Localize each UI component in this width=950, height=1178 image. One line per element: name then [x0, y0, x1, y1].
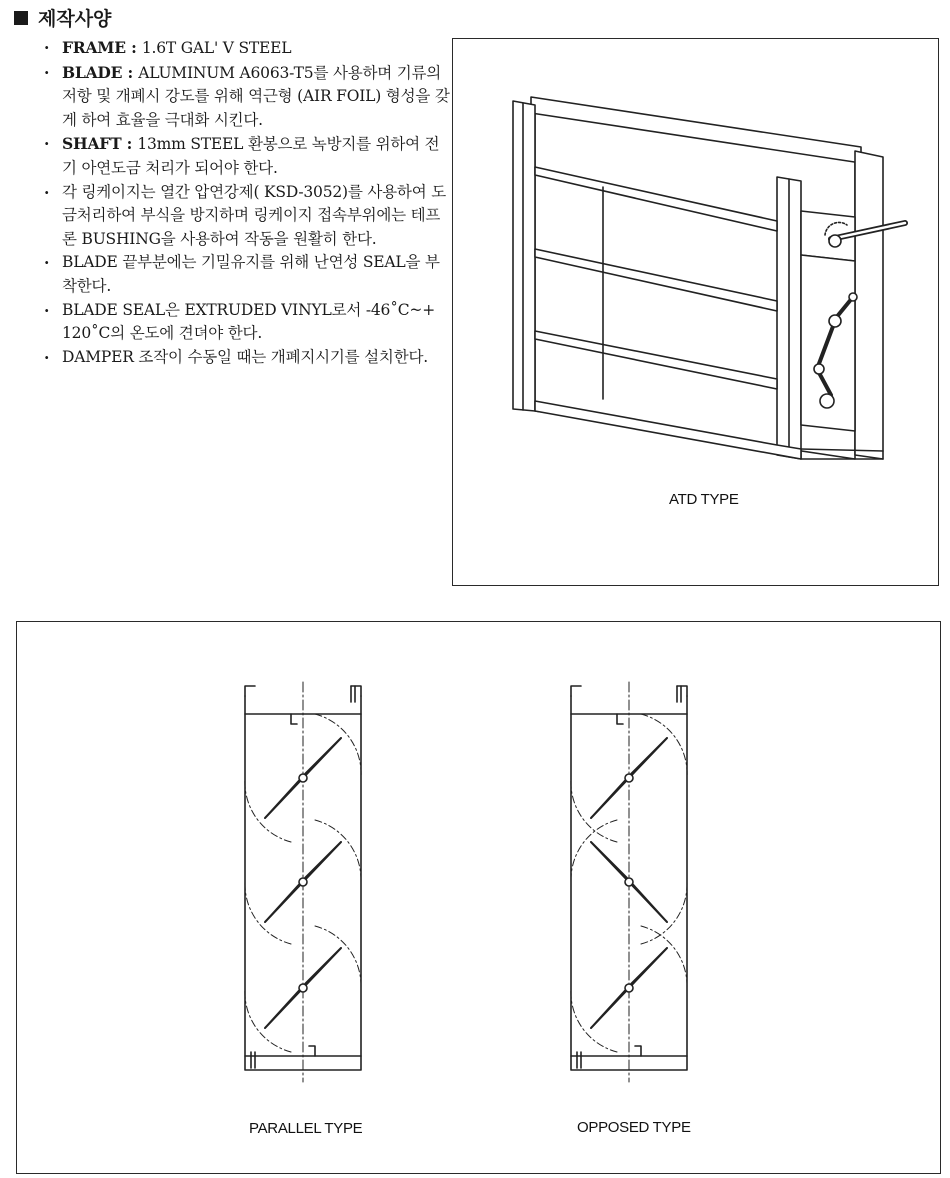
section-title	[14, 4, 111, 31]
parallel-type-caption: PARALLEL TYPE	[249, 1120, 363, 1137]
spec-list	[40, 36, 450, 369]
spec-item-blade-seal-vinyl: · BLADE SEAL은 EXTRUDED VINYL로서 -46˚C~+ 120˚C의 온도에 견뎌야 한다.	[40, 299, 450, 346]
spec-item-blade: · BLADE : ALUMINUM A6063-T5를 사용하며 기류의 저항 및 개폐시 강도를 위해 역근형 (AIR FOIL) 형성을 갖게 하여 효율을 극대화 시킨다.	[40, 61, 450, 133]
opposed-type-caption: OPPOSED TYPE	[577, 1119, 691, 1136]
square-bullet-icon	[14, 11, 28, 25]
spec-item-frame: · FRAME : 1.6T GAL' V STEEL	[40, 36, 450, 61]
spec-item-manual-indicator: · DAMPER 조작이 수동일 때는 개폐지시기를 설치한다.	[40, 346, 450, 370]
spec-item-linkage: · 각 링케이지는 열간 압연강제( KSD-3052)를 사용하여 도금처리하여 부식을 방지하며 링케이지 접속부위에는 테프론 BUSHING을 사용하여 작동을 원활히 한다.	[40, 181, 450, 252]
section-title-text: 제작사양	[38, 8, 112, 30]
parallel-type-drawing	[235, 682, 395, 1082]
spec-item-shaft: · SHAFT : 13mm STEEL 환봉으로 녹방지를 위하여 전기 아연도금 처리가 되어야 한다.	[40, 132, 450, 180]
atd-figure-panel	[452, 38, 939, 586]
atd-type-caption: ATD TYPE	[669, 491, 739, 508]
spec-item-blade-end-seal: · BLADE 끝부분에는 기밀유지를 위해 난연성 SEAL을 부착한다.	[40, 251, 450, 298]
blade-types-figure-panel	[16, 621, 941, 1174]
opposed-type-drawing	[561, 682, 721, 1082]
